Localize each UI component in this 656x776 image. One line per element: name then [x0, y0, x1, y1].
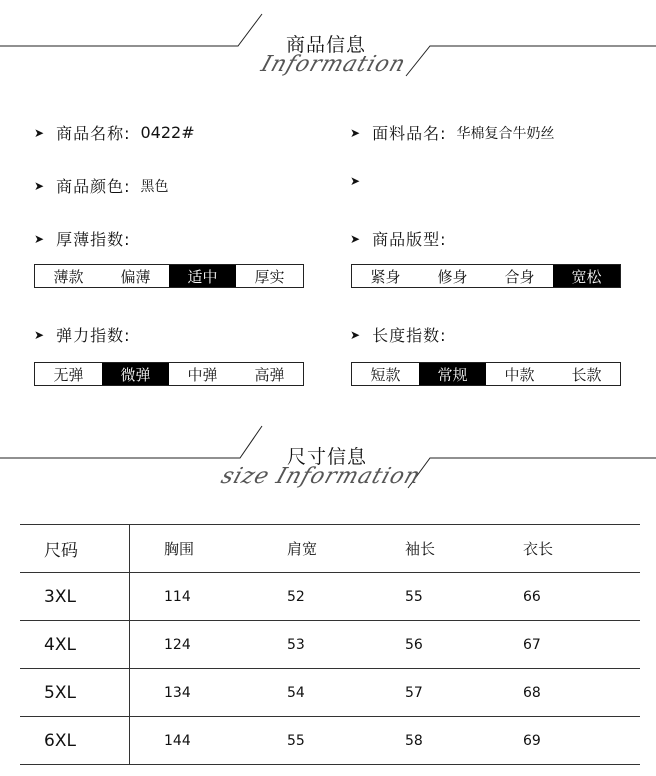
fit-option: 合身 — [504, 267, 535, 286]
length-scale — [351, 362, 621, 386]
cell-sleeve: 56 — [387, 621, 508, 669]
attr-length — [350, 323, 446, 346]
elasticity-option: 中弹 — [187, 365, 218, 384]
attr-elasticity — [34, 323, 130, 346]
size-info-script: size Information — [217, 464, 425, 489]
attr-fit — [350, 227, 446, 250]
size-info-title: 尺寸信息 — [287, 446, 368, 468]
table-row — [20, 573, 640, 621]
fit-label: 商品版型: — [372, 230, 447, 249]
fabric-value: 华棉复合牛奶丝 — [456, 125, 555, 142]
size-table — [20, 524, 640, 765]
thickness-label: 厚薄指数: — [56, 230, 131, 249]
thickness-option: 厚实 — [254, 267, 285, 286]
header-sleeve: 袖长 — [387, 525, 508, 573]
cell-size: 6XL — [20, 717, 130, 765]
cell-sleeve: 55 — [387, 573, 508, 621]
arrow-right-icon: ➤ — [350, 327, 361, 342]
name-label: 商品名称: — [56, 124, 131, 143]
length-label: 长度指数: — [372, 326, 447, 345]
elasticity-label: 弹力指数: — [56, 326, 131, 345]
cell-shoulder: 52 — [269, 573, 387, 621]
arrow-right-icon: ➤ — [34, 231, 45, 246]
elasticity-option: 无弹 — [53, 365, 84, 384]
cell-chest: 114 — [130, 573, 270, 621]
cell-sleeve: 58 — [387, 717, 508, 765]
length-option: 中款 — [504, 365, 535, 384]
table-header-row — [20, 525, 640, 573]
fit-option: 紧身 — [370, 267, 401, 286]
name-value: 0422# — [140, 123, 195, 142]
cell-chest: 144 — [130, 717, 270, 765]
thickness-option: 偏薄 — [120, 267, 151, 286]
attr-empty — [350, 174, 372, 188]
cell-chest: 124 — [130, 621, 270, 669]
cell-size: 3XL — [20, 573, 130, 621]
length-option: 长款 — [571, 365, 602, 384]
cell-shoulder: 53 — [269, 621, 387, 669]
elasticity-scale — [34, 362, 304, 386]
thickness-scale — [34, 264, 304, 288]
cell-shoulder: 54 — [269, 669, 387, 717]
color-label: 商品颜色: — [56, 177, 131, 196]
product-info-title: 商品信息 — [286, 34, 367, 56]
fabric-label: 面料品名: — [372, 124, 447, 143]
arrow-right-icon: ➤ — [350, 125, 361, 140]
cell-length: 69 — [508, 717, 640, 765]
table-row — [20, 621, 640, 669]
cell-size: 4XL — [20, 621, 130, 669]
fit-option: 修身 — [437, 267, 468, 286]
cell-size: 5XL — [20, 669, 130, 717]
fit-option: 宽松 — [553, 265, 620, 287]
attr-fabric — [350, 121, 554, 144]
cell-sleeve: 57 — [387, 669, 508, 717]
color-value: 黑色 — [140, 178, 169, 195]
arrow-right-icon: ➤ — [350, 231, 361, 246]
elasticity-option: 高弹 — [254, 365, 285, 384]
length-option: 常规 — [419, 363, 486, 385]
thickness-option: 适中 — [169, 265, 236, 287]
attr-color — [34, 174, 168, 197]
product-info-script: Information — [257, 52, 410, 77]
header-shoulder: 肩宽 — [269, 525, 387, 573]
elasticity-option: 微弹 — [102, 363, 169, 385]
thickness-option: 薄款 — [53, 267, 84, 286]
arrow-right-icon: ➤ — [34, 125, 45, 140]
table-row — [20, 717, 640, 765]
cell-chest: 134 — [130, 669, 270, 717]
header-chest: 胸围 — [130, 525, 270, 573]
header-length: 衣长 — [508, 525, 640, 573]
cell-shoulder: 55 — [269, 717, 387, 765]
length-option: 短款 — [370, 365, 401, 384]
header-size: 尺码 — [20, 525, 130, 573]
cell-length: 66 — [508, 573, 640, 621]
attr-name — [34, 121, 195, 144]
arrow-right-icon: ➤ — [350, 174, 361, 188]
attr-thickness — [34, 227, 130, 250]
arrow-right-icon: ➤ — [34, 327, 45, 342]
fit-scale — [351, 264, 621, 288]
table-row — [20, 669, 640, 717]
cell-length: 67 — [508, 621, 640, 669]
arrow-right-icon: ➤ — [34, 178, 45, 193]
cell-length: 68 — [508, 669, 640, 717]
